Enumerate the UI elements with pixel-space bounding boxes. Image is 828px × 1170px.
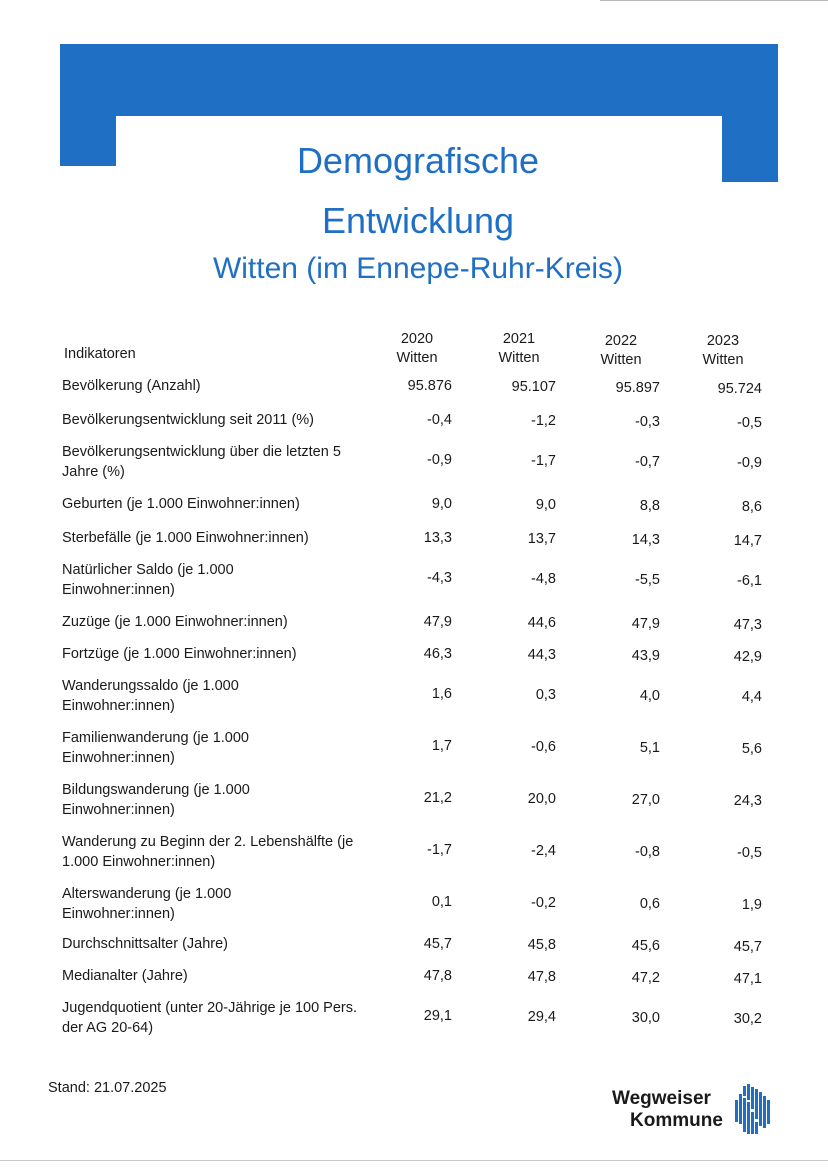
indicator-column-header: Indikatoren (64, 346, 136, 362)
value-cell: 5,1 (639, 740, 660, 756)
year-column-header (586, 332, 656, 370)
value-cell: 1,9 (741, 897, 762, 913)
value-cell: -1,2 (531, 413, 556, 429)
row-label: Alterswanderung (je 1.000 Einwohner:innen) (62, 886, 232, 922)
value-cell: 95.107 (511, 379, 556, 395)
value-cell: 14,7 (733, 533, 762, 549)
value-cell: 20,0 (527, 791, 556, 807)
row-label: Fortzüge (je 1.000 Einwohner:innen) (62, 646, 297, 662)
column-year: 2021 (502, 331, 536, 347)
row-label: Geburten (je 1.000 Einwohner:innen) (62, 496, 300, 512)
column-place: Witten (702, 352, 744, 368)
value-cell: -0,4 (427, 412, 452, 428)
value-cell: -2,4 (531, 843, 556, 859)
value-cell: 45,6 (631, 938, 660, 954)
value-cell: 47,1 (733, 971, 762, 987)
value-cell: 29,4 (527, 1009, 556, 1025)
value-cell: 8,6 (741, 499, 762, 515)
year-column-header (484, 330, 554, 368)
value-cell: 9,0 (535, 497, 556, 513)
value-cell: 44,3 (527, 647, 556, 663)
value-cell: 95.876 (407, 378, 452, 394)
column-place: Witten (600, 352, 642, 368)
column-year: 2023 (706, 333, 740, 349)
row-label: Jugendquotient (unter 20-Jährige je 100 Pers. der AG 20-64) (62, 1000, 358, 1036)
value-cell: -4,8 (531, 571, 556, 587)
value-cell: 95.724 (717, 381, 762, 397)
value-cell: 0,1 (431, 894, 452, 910)
row-label: Bevölkerungsentwicklung seit 2011 (%) (62, 412, 315, 428)
value-cell: 30,0 (631, 1010, 660, 1026)
value-cell: 45,7 (733, 939, 762, 955)
value-cell: 45,8 (527, 937, 556, 953)
value-cell: -0,6 (531, 739, 556, 755)
year-column-header (382, 330, 452, 368)
value-cell: 46,3 (423, 646, 452, 662)
value-cell: -0,2 (531, 895, 556, 911)
value-cell: 45,7 (423, 936, 452, 952)
value-cell: 30,2 (733, 1011, 762, 1027)
value-cell: 5,6 (741, 741, 762, 757)
value-cell: 47,2 (631, 970, 660, 986)
value-cell: 44,6 (527, 615, 556, 631)
value-cell: 29,1 (423, 1008, 452, 1024)
row-label: Wanderungssaldo (je 1.000 Einwohner:innen) (62, 678, 239, 714)
row-label: Sterbefälle (je 1.000 Einwohner:innen) (62, 530, 309, 546)
value-cell: -0,8 (635, 844, 660, 860)
germany-map-icon (731, 1084, 775, 1136)
stand-date: Stand: 21.07.2025 (48, 1080, 167, 1096)
page-subtitle: Witten (im Ennepe-Ruhr-Kreis) (212, 252, 624, 285)
value-cell: -6,1 (737, 573, 762, 589)
value-cell: 47,9 (423, 614, 452, 630)
value-cell: -5,5 (635, 572, 660, 588)
value-cell: -4,3 (427, 570, 452, 586)
row-label: Zuzüge (je 1.000 Einwohner:innen) (62, 614, 288, 630)
value-cell: 95.897 (615, 380, 660, 396)
value-cell: 47,9 (631, 616, 660, 632)
value-cell: 1,6 (431, 686, 452, 702)
value-cell: -0,3 (635, 414, 660, 430)
value-cell: -0,5 (737, 845, 762, 861)
row-label: Medianalter (Jahre) (62, 968, 188, 984)
value-cell: 24,3 (733, 793, 762, 809)
row-label: Bevölkerung (Anzahl) (62, 378, 201, 394)
value-cell: 47,8 (423, 968, 452, 984)
value-cell: -1,7 (427, 842, 452, 858)
value-cell: -0,9 (427, 452, 452, 468)
value-cell: 47,3 (733, 617, 762, 633)
value-cell: 42,9 (733, 649, 762, 665)
value-cell: -0,7 (635, 454, 660, 470)
page-title-line-2: Entwicklung (321, 200, 515, 241)
value-cell: 4,4 (741, 689, 762, 705)
value-cell: 13,3 (423, 530, 452, 546)
brand-line-1: Wegweiser (612, 1088, 711, 1109)
value-cell: 8,8 (639, 498, 660, 514)
column-place: Witten (498, 350, 540, 366)
column-place: Witten (396, 350, 438, 366)
page-bottom-edge (0, 1160, 828, 1161)
value-cell: -1,7 (531, 453, 556, 469)
row-label: Durchschnittsalter (Jahre) (62, 936, 228, 952)
row-label: Natürlicher Saldo (je 1.000 Einwohner:innen) (62, 562, 234, 598)
header-banner (60, 44, 778, 116)
value-cell: 0,6 (639, 896, 660, 912)
page-title-line-1: Demografische (296, 140, 540, 181)
value-cell: 21,2 (423, 790, 452, 806)
column-year: 2020 (400, 331, 434, 347)
value-cell: 1,7 (431, 738, 452, 754)
row-label: Familienwanderung (je 1.000 Einwohner:innen) (62, 730, 249, 766)
row-label: Bevölkerungsentwicklung über die letzten 5 Jahre (%) (62, 444, 341, 480)
value-cell: 14,3 (631, 532, 660, 548)
row-label: Wanderung zu Beginn der 2. Lebenshälfte (je 1.000 Einwohner:innen) (62, 834, 354, 870)
value-cell: 27,0 (631, 792, 660, 808)
page-top-edge (600, 0, 828, 1)
value-cell: 43,9 (631, 648, 660, 664)
value-cell: 4,0 (639, 688, 660, 704)
value-cell: 13,7 (527, 531, 556, 547)
value-cell: -0,9 (737, 455, 762, 471)
brand-line-2: Kommune (630, 1110, 723, 1131)
row-label: Bildungswanderung (je 1.000 Einwohner:innen) (62, 782, 250, 818)
column-year: 2022 (604, 333, 638, 349)
value-cell: -0,5 (737, 415, 762, 431)
value-cell: 0,3 (535, 687, 556, 703)
value-cell: 9,0 (431, 496, 452, 512)
value-cell: 47,8 (527, 969, 556, 985)
year-column-header (688, 332, 758, 370)
